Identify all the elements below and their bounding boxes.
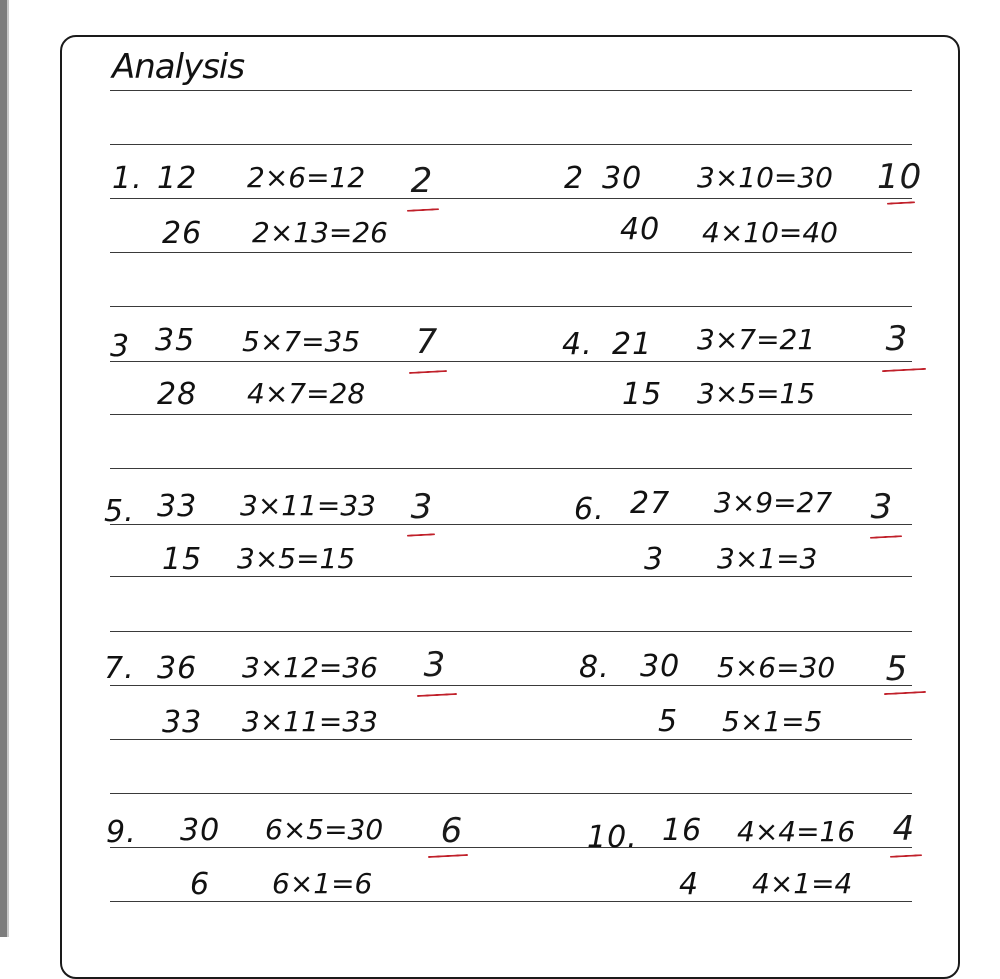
ruled-line <box>110 144 912 145</box>
ruled-line <box>110 739 912 740</box>
equation-first: 4×4=16 <box>737 815 856 848</box>
ruled-line <box>110 468 912 469</box>
equation-second: 4×10=40 <box>702 216 838 249</box>
answer: 6 <box>440 811 464 851</box>
ruled-line <box>110 306 912 307</box>
number-first: 30 <box>640 649 681 684</box>
window-edge-highlight <box>7 0 9 937</box>
ruled-line <box>110 198 912 199</box>
equation-first: 3×11=33 <box>240 489 376 522</box>
number-second: 6 <box>190 867 211 902</box>
answer-underline <box>428 854 468 858</box>
answer-underline <box>870 535 902 539</box>
notebook-page <box>60 35 960 979</box>
equation-second: 4×1=4 <box>752 867 853 900</box>
answer-underline <box>884 691 926 695</box>
window-edge <box>0 0 7 937</box>
equation-first: 5×6=30 <box>717 651 836 684</box>
equation-first: 3×12=36 <box>242 651 378 684</box>
number-first: 33 <box>157 489 198 524</box>
problem-label: 4. <box>562 327 593 362</box>
answer: 2 <box>410 161 434 201</box>
number-second: 4 <box>679 867 700 902</box>
equation-second: 3×5=15 <box>697 377 816 410</box>
ruled-line <box>110 524 912 525</box>
number-second: 40 <box>620 212 661 247</box>
equation-second: 2×13=26 <box>252 216 388 249</box>
ruled-line <box>110 576 912 577</box>
equation-second: 6×1=6 <box>272 867 373 900</box>
answer: 3 <box>870 487 894 527</box>
answer: 3 <box>885 319 909 359</box>
ruled-line <box>110 685 912 686</box>
ruled-line <box>110 90 912 91</box>
problem-label: 1. <box>112 161 143 196</box>
number-second: 26 <box>162 216 203 251</box>
equation-second: 5×1=5 <box>722 705 823 738</box>
ruled-line <box>110 793 912 794</box>
equation-second: 3×11=33 <box>242 705 378 738</box>
ruled-line <box>110 252 912 253</box>
answer: 7 <box>415 322 439 362</box>
answer-underline <box>890 854 922 858</box>
answer-underline <box>882 368 926 372</box>
problem-label: 3 <box>110 329 131 364</box>
equation-second: 3×1=3 <box>717 542 818 575</box>
answer: 4 <box>892 809 916 849</box>
number-second: 5 <box>658 704 679 739</box>
number-first: 21 <box>612 327 653 362</box>
answer-underline <box>417 693 457 697</box>
number-first: 27 <box>630 486 671 521</box>
problem-label: 9. <box>106 815 137 850</box>
equation-first: 2×6=12 <box>247 161 366 194</box>
problem-label: 2 <box>564 161 585 196</box>
equation-second: 3×5=15 <box>237 542 356 575</box>
ruled-line <box>110 631 912 632</box>
number-second: 15 <box>162 542 203 577</box>
answer: 3 <box>423 645 447 685</box>
answer-underline <box>409 370 447 374</box>
equation-first: 3×7=21 <box>697 323 816 356</box>
problem-label: 10. <box>587 820 638 855</box>
answer-underline <box>407 208 439 212</box>
answer: 3 <box>410 487 434 527</box>
number-first: 36 <box>157 651 198 686</box>
problem-label: 6. <box>574 492 605 527</box>
answer: 10 <box>877 157 923 197</box>
problem-label: 5. <box>104 494 135 529</box>
number-first: 30 <box>180 813 221 848</box>
equation-first: 3×9=27 <box>714 486 833 519</box>
equation-first: 6×5=30 <box>265 813 384 846</box>
equation-first: 5×7=35 <box>242 325 361 358</box>
problem-label: 8. <box>579 650 610 685</box>
answer: 5 <box>885 649 909 689</box>
number-first: 30 <box>602 161 643 196</box>
number-first: 35 <box>155 323 196 358</box>
equation-first: 3×10=30 <box>697 161 833 194</box>
answer-underline <box>407 533 435 536</box>
ruled-line <box>110 901 912 902</box>
ruled-line <box>110 361 912 362</box>
answer-underline <box>887 201 915 204</box>
number-first: 16 <box>662 813 703 848</box>
number-first: 12 <box>157 161 198 196</box>
page-title: Analysis <box>112 47 245 87</box>
equation-second: 4×7=28 <box>247 377 366 410</box>
number-second: 28 <box>157 377 198 412</box>
number-second: 3 <box>644 542 665 577</box>
ruled-line <box>110 414 912 415</box>
number-second: 33 <box>162 705 203 740</box>
problem-label: 7. <box>104 651 135 686</box>
number-second: 15 <box>622 377 663 412</box>
